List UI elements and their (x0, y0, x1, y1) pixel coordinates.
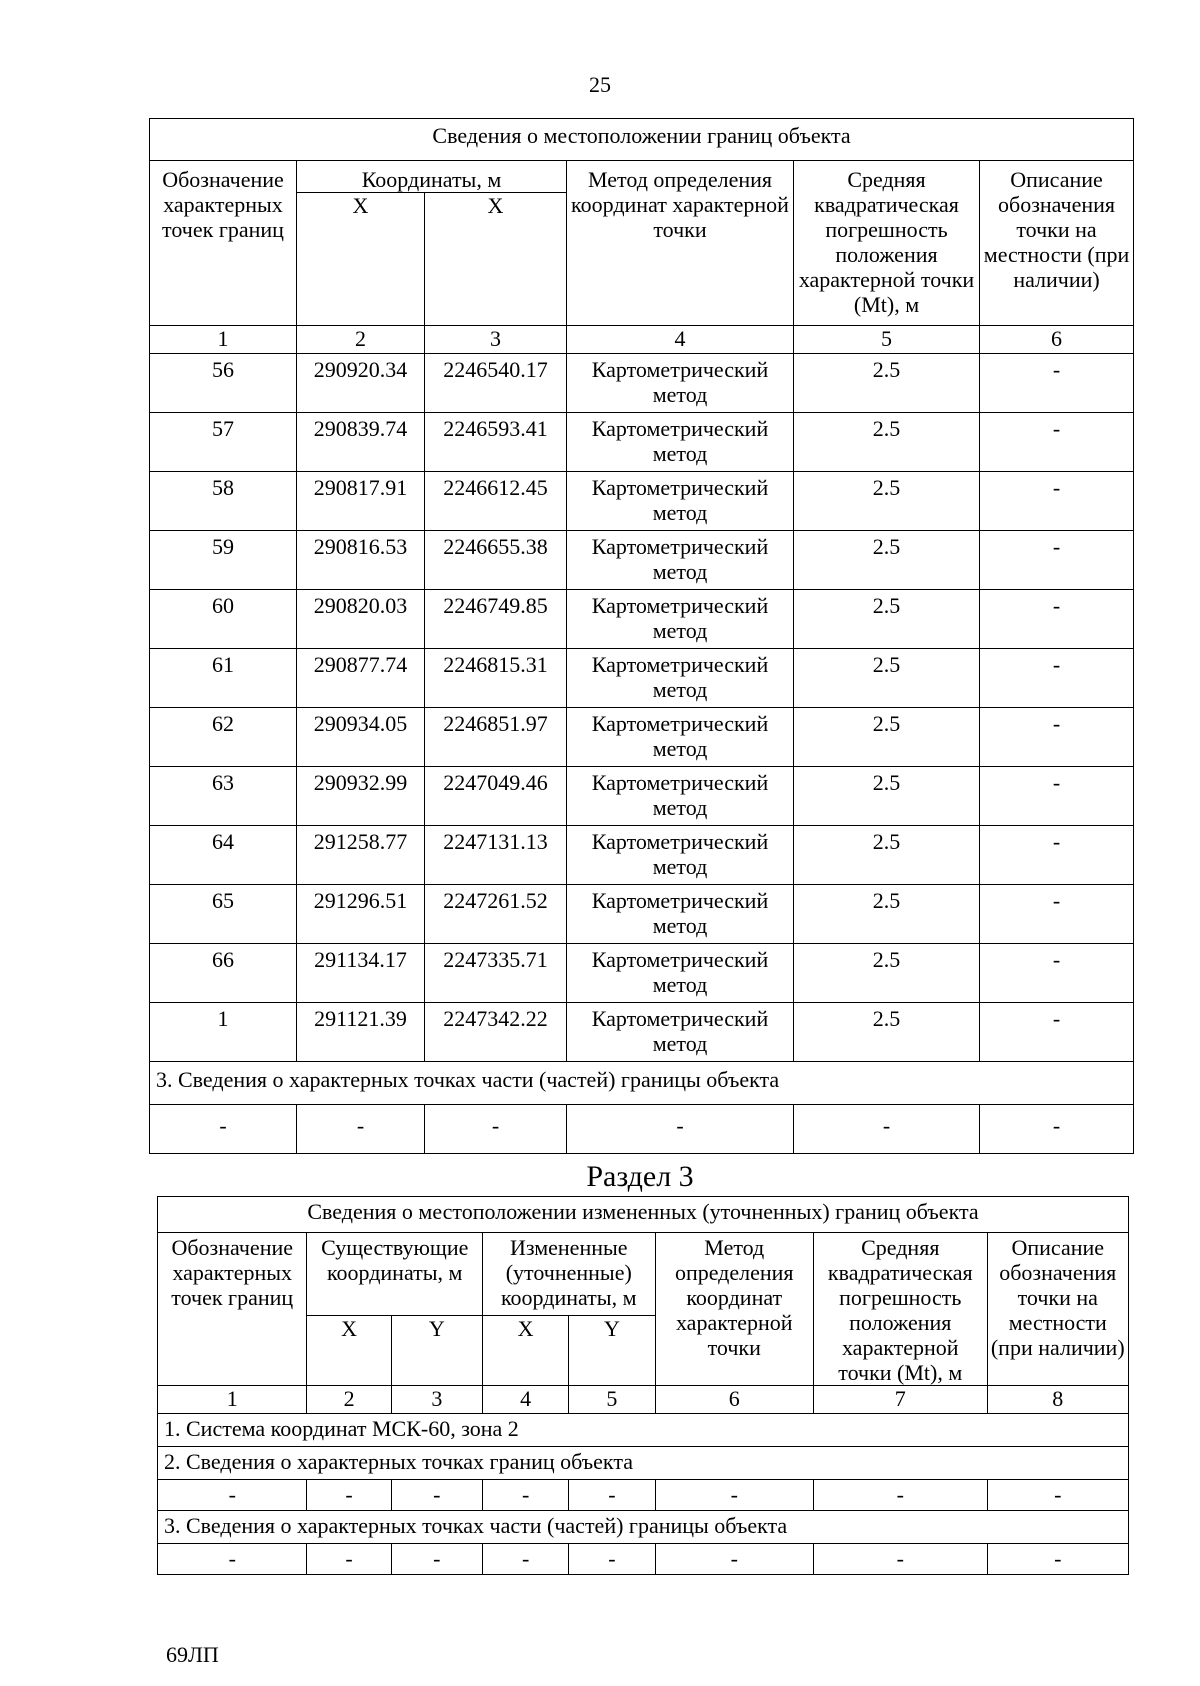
x-coordinate: 291134.17 (297, 944, 425, 1003)
header-error: Средняя квадратическая погрешность положения характерной точки (Mt), м (794, 161, 980, 326)
error-cell: 2.5 (794, 708, 980, 767)
header-method: Метод определения координат характерной точки (567, 161, 794, 326)
page-number: 25 (589, 72, 611, 97)
description-cell: - (980, 1003, 1134, 1062)
dash-cell: - (482, 1544, 568, 1575)
column-number: 5 (794, 326, 980, 354)
dash-cell: - (158, 1480, 307, 1511)
method-cell: Картометрический метод (567, 413, 794, 472)
y-coordinate: 2246749.85 (425, 590, 567, 649)
x-coordinate: 290932.99 (297, 767, 425, 826)
column-number: 3 (425, 326, 567, 354)
method-cell: Картометрический метод (567, 826, 794, 885)
header-method: Метод определения координат характерной точки (655, 1233, 813, 1386)
subsection-heading: 2. Сведения о характерных точках границ объекта (158, 1447, 1129, 1480)
column-number: 4 (567, 326, 794, 354)
description-cell: - (980, 767, 1134, 826)
error-cell: 2.5 (794, 531, 980, 590)
table-row (150, 944, 1134, 1003)
header-points: Обозначение характерных точек границ (150, 161, 297, 326)
table-row (150, 472, 1134, 531)
error-cell: 2.5 (794, 472, 980, 531)
method-cell: Картометрический метод (567, 649, 794, 708)
point-id: 66 (150, 944, 297, 1003)
point-id: 62 (150, 708, 297, 767)
table-title: Сведения о местоположении измененных (уточненных) границ объекта (158, 1197, 1129, 1233)
description-cell: - (980, 649, 1134, 708)
x-coordinate: 290816.53 (297, 531, 425, 590)
y-coordinate: 2246851.97 (425, 708, 567, 767)
method-cell: Картометрический метод (567, 708, 794, 767)
x-coordinate: 290839.74 (297, 413, 425, 472)
column-number: 8 (987, 1386, 1128, 1414)
column-number: 6 (655, 1386, 813, 1414)
header-coordinates: Координаты, м (297, 161, 567, 193)
dash-cell: - (655, 1544, 813, 1575)
description-cell: - (980, 531, 1134, 590)
y-coordinate: 2246815.31 (425, 649, 567, 708)
dash-cell: - (794, 1105, 980, 1154)
header-points: Обозначение характерных точек границ (158, 1233, 307, 1386)
column-number: 1 (158, 1386, 307, 1414)
header-description: Описание обозначения точки на местности (при наличии) (987, 1233, 1128, 1386)
table-row (150, 413, 1134, 472)
x-coordinate: 291121.39 (297, 1003, 425, 1062)
description-cell: - (980, 472, 1134, 531)
column-number: 6 (980, 326, 1134, 354)
x-coordinate: 290817.91 (297, 472, 425, 531)
x-coordinate: 291258.77 (297, 826, 425, 885)
y-coordinate: 2247335.71 (425, 944, 567, 1003)
column-number: 1 (150, 326, 297, 354)
subsection-heading: 1. Система координат МСК-60, зона 2 (158, 1414, 1129, 1447)
changed-boundaries-table (157, 1196, 1129, 1575)
subsection-heading: 3. Сведения о характерных точках части (частей) границы объекта (158, 1511, 1129, 1544)
error-cell: 2.5 (794, 413, 980, 472)
point-id: 63 (150, 767, 297, 826)
table-row (150, 826, 1134, 885)
description-cell: - (980, 590, 1134, 649)
header-existing-coordinates: Существующие координаты, м (307, 1233, 483, 1316)
description-cell: - (980, 354, 1134, 413)
method-cell: Картометрический метод (567, 472, 794, 531)
point-id: 61 (150, 649, 297, 708)
x-coordinate: 290934.05 (297, 708, 425, 767)
method-cell: Картометрический метод (567, 590, 794, 649)
description-cell: - (980, 826, 1134, 885)
point-id: 60 (150, 590, 297, 649)
column-number: 2 (307, 1386, 391, 1414)
header-x: X (297, 193, 425, 326)
table-row (150, 649, 1134, 708)
description-cell: - (980, 944, 1134, 1003)
dash-cell: - (425, 1105, 567, 1154)
column-number: 5 (569, 1386, 655, 1414)
error-cell: 2.5 (794, 590, 980, 649)
dash-cell: - (482, 1480, 568, 1511)
dash-cell: - (569, 1480, 655, 1511)
dash-cell: - (980, 1105, 1134, 1154)
y-coordinate: 2247342.22 (425, 1003, 567, 1062)
y-coordinate: 2246655.38 (425, 531, 567, 590)
point-id: 57 (150, 413, 297, 472)
dash-cell: - (987, 1480, 1128, 1511)
method-cell: Картометрический метод (567, 767, 794, 826)
method-cell: Картометрический метод (567, 531, 794, 590)
header-changed-coordinates: Измененные (уточненные) координаты, м (482, 1233, 655, 1316)
table-title: Сведения о местоположении границ объекта (150, 119, 1134, 161)
x-coordinate: 290877.74 (297, 649, 425, 708)
description-cell: - (980, 885, 1134, 944)
dash-cell: - (297, 1105, 425, 1154)
point-id: 1 (150, 1003, 297, 1062)
y-coordinate: 2246612.45 (425, 472, 567, 531)
dash-cell: - (814, 1544, 988, 1575)
dash-cell: - (391, 1544, 482, 1575)
dash-cell: - (150, 1105, 297, 1154)
error-cell: 2.5 (794, 944, 980, 1003)
header-y: Y (569, 1315, 655, 1385)
dash-cell: - (158, 1544, 307, 1575)
table-row (150, 590, 1134, 649)
table-row (150, 1003, 1134, 1062)
table-row (158, 1544, 1129, 1575)
error-cell: 2.5 (794, 354, 980, 413)
y-coordinate: 2247049.46 (425, 767, 567, 826)
dash-cell: - (391, 1480, 482, 1511)
header-x: X (482, 1315, 568, 1385)
x-coordinate: 291296.51 (297, 885, 425, 944)
method-cell: Картометрический метод (567, 1003, 794, 1062)
x-coordinate: 290820.03 (297, 590, 425, 649)
dash-cell: - (567, 1105, 794, 1154)
dash-cell: - (307, 1480, 391, 1511)
table-row (150, 531, 1134, 590)
point-id: 59 (150, 531, 297, 590)
method-cell: Картометрический метод (567, 885, 794, 944)
footer-code: 69ЛП (166, 1642, 219, 1667)
dash-cell: - (987, 1544, 1128, 1575)
dash-cell: - (655, 1480, 813, 1511)
table-row (150, 708, 1134, 767)
boundary-coordinates-table (149, 118, 1134, 1154)
error-cell: 2.5 (794, 826, 980, 885)
dash-cell: - (814, 1480, 988, 1511)
y-coordinate: 2246593.41 (425, 413, 567, 472)
point-id: 64 (150, 826, 297, 885)
column-number: 2 (297, 326, 425, 354)
table-row (150, 885, 1134, 944)
description-cell: - (980, 708, 1134, 767)
y-coordinate: 2247131.13 (425, 826, 567, 885)
header-x-second: X (425, 193, 567, 326)
dash-cell: - (569, 1544, 655, 1575)
description-cell: - (980, 413, 1134, 472)
error-cell: 2.5 (794, 767, 980, 826)
method-cell: Картометрический метод (567, 354, 794, 413)
table-row (150, 354, 1134, 413)
table-row (158, 1480, 1129, 1511)
point-id: 58 (150, 472, 297, 531)
column-number: 7 (814, 1386, 988, 1414)
table-row (150, 1105, 1134, 1154)
header-y: Y (391, 1315, 482, 1385)
subsection-heading: 3. Сведения о характерных точках части (частей) границы объекта (150, 1062, 1134, 1105)
section-title: Раздел 3 (586, 1160, 694, 1193)
error-cell: 2.5 (794, 885, 980, 944)
error-cell: 2.5 (794, 649, 980, 708)
column-number: 3 (391, 1386, 482, 1414)
x-coordinate: 290920.34 (297, 354, 425, 413)
y-coordinate: 2247261.52 (425, 885, 567, 944)
table-row (150, 767, 1134, 826)
dash-cell: - (307, 1544, 391, 1575)
method-cell: Картометрический метод (567, 944, 794, 1003)
column-number: 4 (482, 1386, 568, 1414)
header-x: X (307, 1315, 391, 1385)
point-id: 65 (150, 885, 297, 944)
y-coordinate: 2246540.17 (425, 354, 567, 413)
point-id: 56 (150, 354, 297, 413)
header-error: Средняя квадратическая погрешность положения характерной точки (Mt), м (814, 1233, 988, 1386)
error-cell: 2.5 (794, 1003, 980, 1062)
header-description: Описание обозначения точки на местности (при наличии) (980, 161, 1134, 326)
